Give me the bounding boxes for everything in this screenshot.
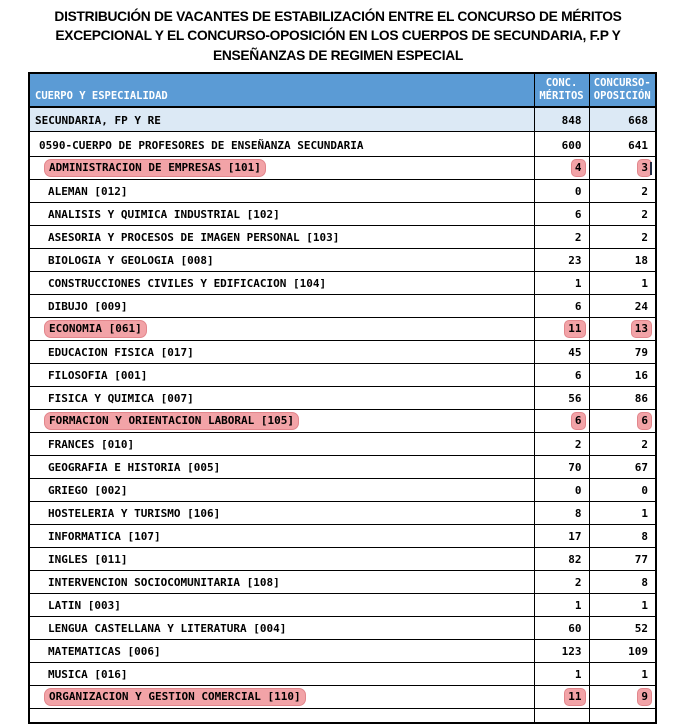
concurso-oposicion-cell[interactable]: 2 <box>589 226 656 249</box>
specialty-row <box>29 479 656 502</box>
conc-meritos-cell[interactable] <box>534 686 589 709</box>
highlight-annotation: ORGANIZACION Y GESTION COMERCIAL [110] <box>44 688 306 706</box>
highlight-annotation: FORMACION Y ORIENTACION LABORAL [105] <box>44 412 299 430</box>
specialty-row <box>29 249 656 272</box>
conc-meritos-cell[interactable]: 60 <box>534 617 589 640</box>
highlight-annotation: 6 <box>571 412 586 430</box>
conc-meritos-cell[interactable] <box>534 410 589 433</box>
table-body <box>29 107 656 723</box>
highlight-annotation: 11 <box>564 688 585 706</box>
conc-meritos-cell[interactable]: 2 <box>534 226 589 249</box>
conc-meritos-cell[interactable]: 6 <box>534 203 589 226</box>
specialty-row <box>29 318 656 341</box>
concurso-oposicion-cell[interactable]: 18 <box>589 249 656 272</box>
summary-row <box>29 107 656 132</box>
group-row <box>29 132 656 157</box>
row-label-cell[interactable]: GRIEGO [002] <box>29 479 534 502</box>
conc-meritos-cell[interactable] <box>534 318 589 341</box>
concurso-oposicion-cell[interactable]: 1 <box>589 663 656 686</box>
conc-meritos-cell[interactable]: 2 <box>534 571 589 594</box>
row-label-cell[interactable]: EDUCACION FISICA [017] <box>29 341 534 364</box>
conc-meritos-cell[interactable]: 123 <box>534 640 589 663</box>
concurso-oposicion-cell[interactable]: 67 <box>589 456 656 479</box>
conc-meritos-cell[interactable]: 70 <box>534 456 589 479</box>
text-cursor <box>650 162 652 175</box>
concurso-oposicion-cell[interactable]: 77 <box>589 548 656 571</box>
specialty-row <box>29 686 656 709</box>
highlight-annotation: 13 <box>631 320 652 338</box>
conc-meritos-cell[interactable]: 0 <box>534 180 589 203</box>
highlight-annotation: 11 <box>564 320 585 338</box>
concurso-oposicion-cell[interactable]: 86 <box>589 387 656 410</box>
row-label-cell[interactable]: HOSTELERIA Y TURISMO [106] <box>29 502 534 525</box>
highlight-annotation: 6 <box>637 412 652 430</box>
specialty-row <box>29 594 656 617</box>
specialty-row <box>29 548 656 571</box>
concurso-oposicion-cell[interactable]: 668 <box>589 107 656 132</box>
highlight-annotation: 4 <box>571 159 586 177</box>
specialty-row <box>29 341 656 364</box>
row-label-cell[interactable]: CONSTRUCCIONES CIVILES Y EDIFICACION [104] <box>29 272 534 295</box>
concurso-oposicion-cell[interactable]: 1 <box>589 502 656 525</box>
row-label-cell[interactable] <box>29 157 534 180</box>
specialty-row <box>29 157 656 180</box>
concurso-oposicion-cell[interactable]: 52 <box>589 617 656 640</box>
specialty-row <box>29 203 656 226</box>
row-label-cell[interactable]: FISICA Y QUIMICA [007] <box>29 387 534 410</box>
concurso-oposicion-cell[interactable]: 1 <box>589 272 656 295</box>
row-label-cell[interactable]: BIOLOGIA Y GEOLOGIA [008] <box>29 249 534 272</box>
title-line-3: ENSEÑANZAS DE REGIMEN ESPECIAL <box>212 47 464 63</box>
row-label-cell[interactable]: INFORMATICA [107] <box>29 525 534 548</box>
row-label-cell[interactable]: FILOSOFIA [001] <box>29 364 534 387</box>
row-label-cell[interactable]: FRANCES [010] <box>29 433 534 456</box>
concurso-oposicion-cell[interactable]: 24 <box>589 295 656 318</box>
row-label-cell[interactable]: MATEMATICAS [006] <box>29 640 534 663</box>
row-label-cell[interactable] <box>29 410 534 433</box>
specialty-row <box>29 617 656 640</box>
conc-meritos-cell[interactable]: 1 <box>534 663 589 686</box>
conc-meritos-cell[interactable]: 600 <box>534 132 589 157</box>
row-label-cell[interactable] <box>29 318 534 341</box>
specialty-row <box>29 295 656 318</box>
row-label-cell[interactable]: GEOGRAFIA E HISTORIA [005] <box>29 456 534 479</box>
conc-meritos-cell[interactable]: 0 <box>534 479 589 502</box>
document-title <box>0 0 676 65</box>
row-label-cell[interactable]: ANALISIS Y QUIMICA INDUSTRIAL [102] <box>29 203 534 226</box>
conc-meritos-cell[interactable]: 2 <box>534 433 589 456</box>
conc-meritos-cell[interactable]: 6 <box>534 295 589 318</box>
highlight-annotation: 3 <box>637 159 652 177</box>
specialty-row <box>29 272 656 295</box>
conc-meritos-cell[interactable]: 1 <box>534 272 589 295</box>
conc-meritos-cell[interactable] <box>534 709 589 723</box>
concurso-oposicion-cell[interactable]: 109 <box>589 640 656 663</box>
highlight-annotation: 9 <box>637 688 652 706</box>
conc-meritos-cell[interactable]: 17 <box>534 525 589 548</box>
concurso-oposicion-cell[interactable]: 8 <box>589 571 656 594</box>
row-label-cell[interactable]: 0590-CUERPO DE PROFESORES DE ENSEÑANZA SECUNDARIA <box>29 132 534 157</box>
concurso-oposicion-cell[interactable]: 641 <box>589 132 656 157</box>
specialty-row <box>29 180 656 203</box>
conc-meritos-cell[interactable]: 56 <box>534 387 589 410</box>
header-concurso-oposicion: CONCURSO-OPOSICIÓN <box>589 73 656 107</box>
conc-meritos-cell[interactable]: 6 <box>534 364 589 387</box>
row-label-cell[interactable]: SECUNDARIA, FP Y RE <box>29 107 534 132</box>
specialty-row <box>29 410 656 433</box>
header-conc-meritos: CONC. MÉRITOS <box>534 73 589 107</box>
concurso-oposicion-cell[interactable]: 2 <box>589 203 656 226</box>
specialty-row <box>29 502 656 525</box>
concurso-oposicion-cell[interactable]: 16 <box>589 364 656 387</box>
conc-meritos-cell[interactable]: 23 <box>534 249 589 272</box>
table-header <box>29 73 656 107</box>
row-label-cell[interactable]: ALEMAN [012] <box>29 180 534 203</box>
concurso-oposicion-cell[interactable] <box>589 709 656 723</box>
conc-meritos-cell[interactable]: 1 <box>534 594 589 617</box>
title-line-2: EXCEPCIONAL Y EL CONCURSO-OPOSICIÓN EN LOS CUERPOS DE SECUNDARIA, F.P Y <box>55 28 621 44</box>
row-label-cell[interactable]: INGLES [011] <box>29 548 534 571</box>
specialty-row <box>29 364 656 387</box>
concurso-oposicion-cell[interactable]: 8 <box>589 525 656 548</box>
concurso-oposicion-cell[interactable]: 2 <box>589 433 656 456</box>
conc-meritos-cell[interactable]: 848 <box>534 107 589 132</box>
row-label-cell[interactable]: LATIN [003] <box>29 594 534 617</box>
row-label-cell[interactable]: INTERVENCION SOCIOCOMUNITARIA [108] <box>29 571 534 594</box>
row-label-cell[interactable]: DIBUJO [009] <box>29 295 534 318</box>
specialty-row <box>29 571 656 594</box>
concurso-oposicion-cell[interactable] <box>589 410 656 433</box>
concurso-oposicion-cell[interactable]: 0 <box>589 479 656 502</box>
specialty-row <box>29 433 656 456</box>
concurso-oposicion-cell[interactable]: 79 <box>589 341 656 364</box>
row-label-cell[interactable] <box>29 686 534 709</box>
highlight-annotation: ECONOMIA [061] <box>44 320 147 338</box>
partial-row <box>29 709 656 723</box>
specialty-row <box>29 525 656 548</box>
highlight-annotation: ADMINISTRACION DE EMPRESAS [101] <box>44 159 266 177</box>
conc-meritos-cell[interactable] <box>534 157 589 180</box>
concurso-oposicion-cell[interactable] <box>589 318 656 341</box>
concurso-oposicion-cell[interactable] <box>589 157 656 180</box>
concurso-oposicion-cell[interactable]: 1 <box>589 594 656 617</box>
specialty-row <box>29 640 656 663</box>
row-label-cell[interactable]: LENGUA CASTELLANA Y LITERATURA [004] <box>29 617 534 640</box>
row-label-cell[interactable]: MUSICA [016] <box>29 663 534 686</box>
conc-meritos-cell[interactable]: 45 <box>534 341 589 364</box>
header-row <box>29 73 656 107</box>
row-label-cell[interactable] <box>29 709 534 723</box>
row-label-cell[interactable]: ASESORIA Y PROCESOS DE IMAGEN PERSONAL [103] <box>29 226 534 249</box>
specialty-row <box>29 226 656 249</box>
specialty-row <box>29 387 656 410</box>
conc-meritos-cell[interactable]: 82 <box>534 548 589 571</box>
concurso-oposicion-cell[interactable] <box>589 686 656 709</box>
specialty-row <box>29 456 656 479</box>
title-line-1: DISTRIBUCIÓN DE VACANTES DE ESTABILIZACIÓN ENTRE EL CONCURSO DE MÉRITOS <box>54 9 622 24</box>
header-cuerpo-especialidad: CUERPO Y ESPECIALIDAD <box>29 73 534 107</box>
specialty-row <box>29 663 656 686</box>
concurso-oposicion-cell[interactable]: 2 <box>589 180 656 203</box>
conc-meritos-cell[interactable]: 8 <box>534 502 589 525</box>
vacancies-table <box>28 72 657 724</box>
